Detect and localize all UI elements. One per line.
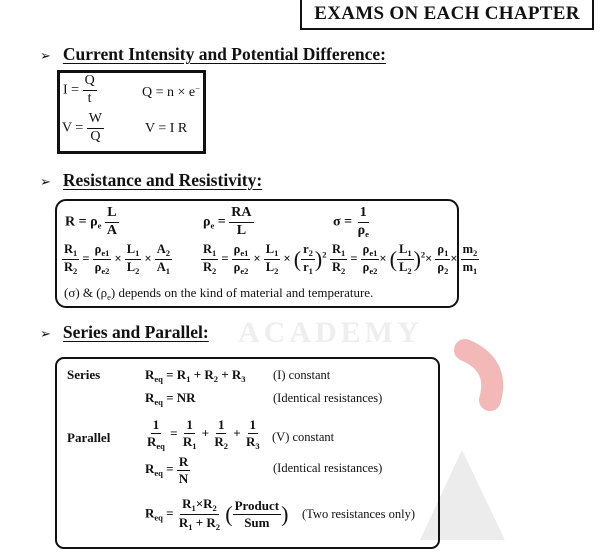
formula-parallel-sum: $\frac{1}{R_{eq}}$ = $\frac{1}{R_1}$ + $\frac{1}{R_2}$ + $\frac{1}{R_3}$ — [147, 417, 260, 451]
formula-resistance: $R = \rho_e$ $\frac{L}{A}$ — [65, 205, 117, 238]
formula-parallel-identical: $R_{eq}$ = $\frac{R}{N}$ — [145, 454, 189, 486]
header-title: EXAMS ON EACH CHAPTER — [314, 3, 580, 24]
ratio-resistance-radius: $\frac{R_1}{R_2}$ = $\frac{\rho_{e1}}{\rho_{e2}}$ × $\frac{L_1}{L_2}$ × ( $\frac{r_2}{r_1}$ )$^2$ — [203, 242, 327, 276]
series-note-current: (I) constant — [273, 368, 331, 382]
parallel-note-identical: (Identical resistances) — [273, 461, 383, 475]
parallel-note-voltage: (V) constant — [272, 430, 335, 444]
series-label: Series — [67, 367, 101, 382]
bullet-arrow-icon: ➢ — [40, 175, 51, 190]
parallel-note-two: (Two resistances only) — [302, 507, 415, 521]
formula-current-intensity: I = $\frac{Q}{t}$ — [63, 73, 95, 106]
formula-resistivity: $\rho_e$ = $\frac{RA}{L}$ — [203, 205, 252, 238]
bullet-arrow-icon: ➢ — [40, 49, 51, 64]
formula-charge: Q = n × e− — [142, 83, 200, 100]
watermark-text: ACADEMY — [238, 316, 423, 349]
ratio-resistance-area: $\frac{R_1}{R_2}$ = $\frac{\rho_{e1}}{\rho_{e2}}$ × $\frac{L_1}{L_2}$ × $\frac{A_2}{A_1}$ — [64, 242, 171, 276]
section-series-parallel-title: Series and Parallel: — [62, 322, 209, 342]
formula-parallel-two: $R_{eq}$ = $\frac{R_1\times R_2}{R_1 + R_2}$ ( $\frac{\text{Product}}{\text{Sum}}$ ) — [145, 496, 289, 532]
bullet-arrow-icon: ➢ — [40, 327, 51, 342]
series-note-identical: (Identical resistances) — [273, 391, 383, 405]
formula-ohm: V = I R — [145, 121, 188, 136]
formula-conductivity: σ = $\frac{1}{\rho_e}$ — [333, 205, 369, 239]
section-resistance-title: Resistance and Resistivity: — [62, 170, 263, 190]
formula-series-identical: $R_{eq}$ = NR — [145, 390, 196, 407]
watermark-swoosh — [465, 350, 492, 400]
resistivity-note: (σ) & $(\rho_e)$ depends on the kind of material and temperature. — [64, 285, 374, 302]
formula-potential-work: V = $\frac{W}{Q}$ — [62, 111, 102, 144]
section-series-parallel-heading — [40, 322, 209, 343]
parallel-label: Parallel — [67, 430, 111, 445]
formula-series-sum: $R_{eq} = R_1 + R_2 + R_3$ — [145, 367, 246, 384]
ratio-resistance-mass: $\frac{R_1}{R_2}$ = $\frac{\rho_{e1}}{\rho_{e2}}$ × ( $\frac{L_1}{L_2}$ )$^2$× $\frac{\rho_1}{\rho_2}$ × $\frac{m_2}{m_1}$ — [332, 242, 478, 276]
section-current-heading — [40, 44, 386, 65]
section-current-title: Current Intensity and Potential Difference: — [62, 44, 386, 64]
section-resistance-heading — [40, 170, 262, 191]
chapter-header — [300, 0, 594, 30]
